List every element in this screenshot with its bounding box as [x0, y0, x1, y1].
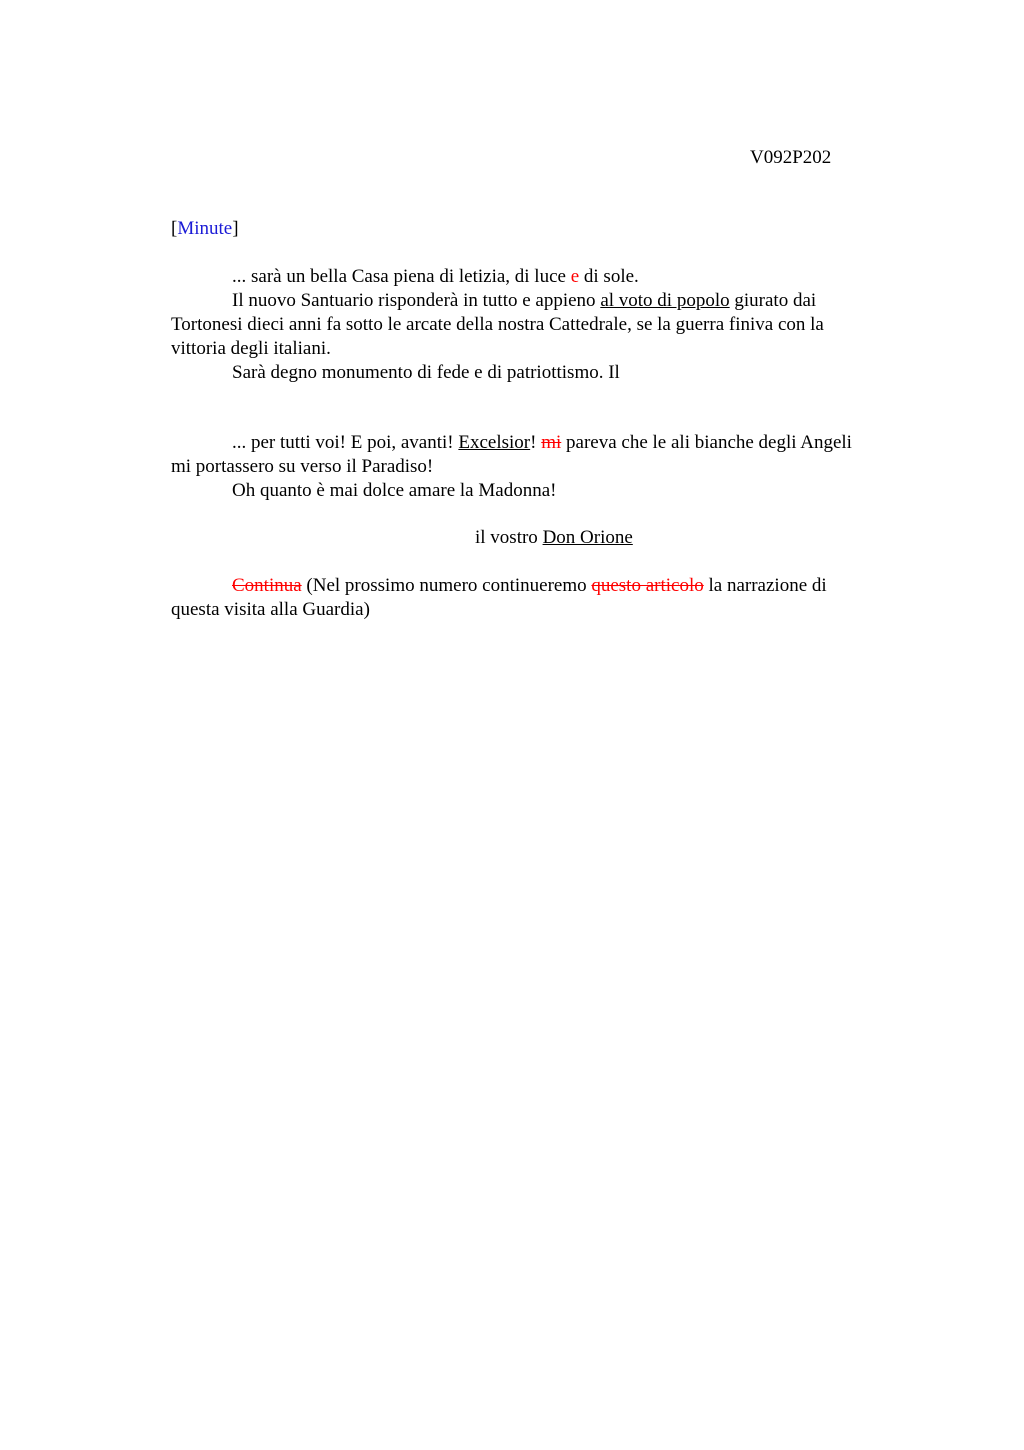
section3-line-1 — [171, 574, 916, 598]
section2-text: pareva che le ali bianche degli Angeli — [561, 432, 852, 453]
section1-line-4: vittoria degli italiani. — [171, 338, 331, 359]
section2-deleted-word: mi — [541, 432, 562, 453]
section2-line-1 — [171, 431, 916, 455]
section3-deleted-word: Continua — [232, 575, 302, 596]
section1-line-2 — [171, 289, 916, 313]
section1-underlined-phrase: al voto di popolo — [600, 290, 730, 311]
signature — [475, 526, 633, 550]
heading-open-bracket: [ — [171, 218, 178, 239]
section1-line-3: Tortonesi dieci anni fa sotto le arcate della nostra Cattedrale, se la guerra finiva con la — [171, 314, 824, 335]
section1-text: giurato dai — [729, 290, 817, 311]
paragraph-section-3 — [171, 574, 916, 622]
section2-line-2: mi portassero su verso il Paradiso! — [171, 456, 434, 477]
signature-prefix: il vostro — [475, 527, 543, 548]
signature-name: Don Orione — [542, 527, 633, 548]
section1-text: ... sarà un bella Casa piena di letizia, di luce — [232, 266, 571, 287]
section3-text: la narrazione di — [703, 575, 827, 596]
paragraph-section-1 — [171, 265, 916, 385]
section1-line-1 — [171, 265, 916, 289]
section3-deleted-phrase: questo articolo — [591, 575, 704, 596]
section1-text: Il nuovo Santuario risponderà in tutto e appieno — [232, 290, 601, 311]
page-id: V092P202 — [750, 147, 832, 168]
section3-text: (Nel prossimo numero continueremo — [301, 575, 592, 596]
section1-red-word: e — [570, 266, 580, 287]
section1-text: di sole. — [579, 266, 639, 287]
section1-line-5: Sarà degno monumento di fede e di patriottismo. Il — [232, 362, 620, 383]
section2-underlined-word: Excelsior — [458, 432, 531, 453]
section3-line-2: questa visita alla Guardia) — [171, 599, 370, 620]
heading-label: Minute — [177, 218, 233, 239]
paragraph-section-2 — [171, 431, 916, 503]
minute-heading — [171, 217, 916, 241]
section2-text: ... per tutti voi! E poi, avanti! — [232, 432, 459, 453]
heading-close-bracket: ] — [232, 218, 239, 239]
section2-text: ! — [530, 432, 542, 453]
section2-line-3: Oh quanto è mai dolce amare la Madonna! — [232, 480, 557, 501]
